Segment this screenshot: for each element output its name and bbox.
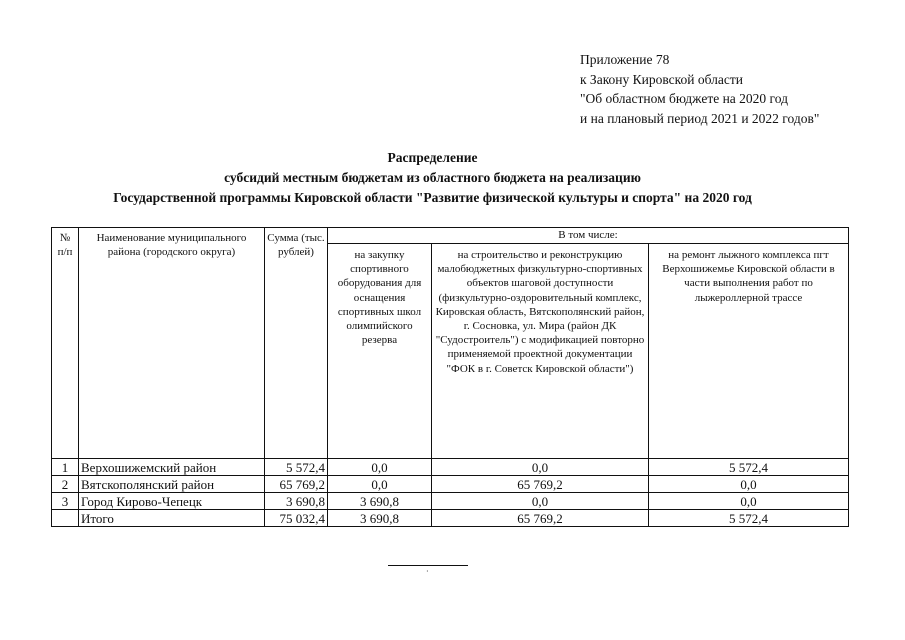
- header-num: № п/п: [52, 228, 79, 459]
- appendix-line: и на плановый период 2021 и 2022 годов": [580, 110, 820, 126]
- cell-sum: 3 690,8: [265, 493, 328, 510]
- title-line: Распределение: [387, 150, 478, 165]
- cell-num-empty: [52, 510, 79, 527]
- header-equipment: на закупку спортивного оборудования для оснащения спортивных школ олимпийского резерва: [328, 244, 432, 459]
- cell-construction: 0,0: [432, 459, 649, 476]
- cell-num: 1: [52, 459, 79, 476]
- title-line: Государственной программы Кировской области "Развитие физической культуры и спорта" на 2020 год: [113, 190, 752, 205]
- table-row: [52, 476, 849, 493]
- appendix-block: [580, 50, 819, 128]
- cell-construction: 65 769,2: [432, 476, 649, 493]
- footer-mark: ·: [426, 567, 429, 576]
- document-title: [0, 148, 865, 208]
- cell-name: Верхошижемский район: [79, 459, 265, 476]
- total-construction: 65 769,2: [432, 510, 649, 527]
- appendix-line: к Закону Кировской области: [580, 71, 744, 87]
- appendix-line: Приложение 78: [580, 52, 670, 67]
- cell-ski: 0,0: [649, 493, 849, 510]
- total-sum: 75 032,4: [265, 510, 328, 527]
- header-row: [52, 228, 849, 244]
- title-line: субсидий местным бюджетам из областного бюджета на реализацию: [224, 170, 641, 185]
- total-label: Итого: [79, 510, 265, 527]
- header-construction: на строительство и реконструкцию малобюджетных физкультурно-спортивных объектов шаговой доступности (физкультурно-оздоровительный комплекс, Кировская область, Вятскополянский район, г. Сосновка, ул. Мира (район ДК "Судостроитель") с модификацией повторно применяемой проектной документации "ФОК в г. Советск Кировской области"): [432, 244, 649, 459]
- cell-ski: 5 572,4: [649, 459, 849, 476]
- table-row: [52, 459, 849, 476]
- appendix-line: "Об областном бюджете на 2020 год: [580, 91, 788, 106]
- cell-equipment: 0,0: [328, 476, 432, 493]
- total-equipment: 3 690,8: [328, 510, 432, 527]
- cell-ski: 0,0: [649, 476, 849, 493]
- cell-name: Вятскополянский район: [79, 476, 265, 493]
- distribution-table: [51, 227, 849, 527]
- total-row: [52, 510, 849, 527]
- header-including: В том числе:: [328, 228, 849, 244]
- footer-divider: [388, 565, 468, 566]
- cell-construction: 0,0: [432, 493, 649, 510]
- table-row: [52, 493, 849, 510]
- cell-name: Город Кирово-Чепецк: [79, 493, 265, 510]
- cell-equipment: 0,0: [328, 459, 432, 476]
- total-ski: 5 572,4: [649, 510, 849, 527]
- cell-equipment: 3 690,8: [328, 493, 432, 510]
- header-sum: Сумма (тыс. рублей): [265, 228, 328, 459]
- cell-num: 2: [52, 476, 79, 493]
- cell-sum: 5 572,4: [265, 459, 328, 476]
- cell-num: 3: [52, 493, 79, 510]
- header-name: Наименование муниципального района (городского округа): [79, 228, 265, 459]
- header-ski: на ремонт лыжного комплекса пгт Верхошижемье Кировской области в части выполнения работ по лыжероллерной трассе: [649, 244, 849, 459]
- cell-sum: 65 769,2: [265, 476, 328, 493]
